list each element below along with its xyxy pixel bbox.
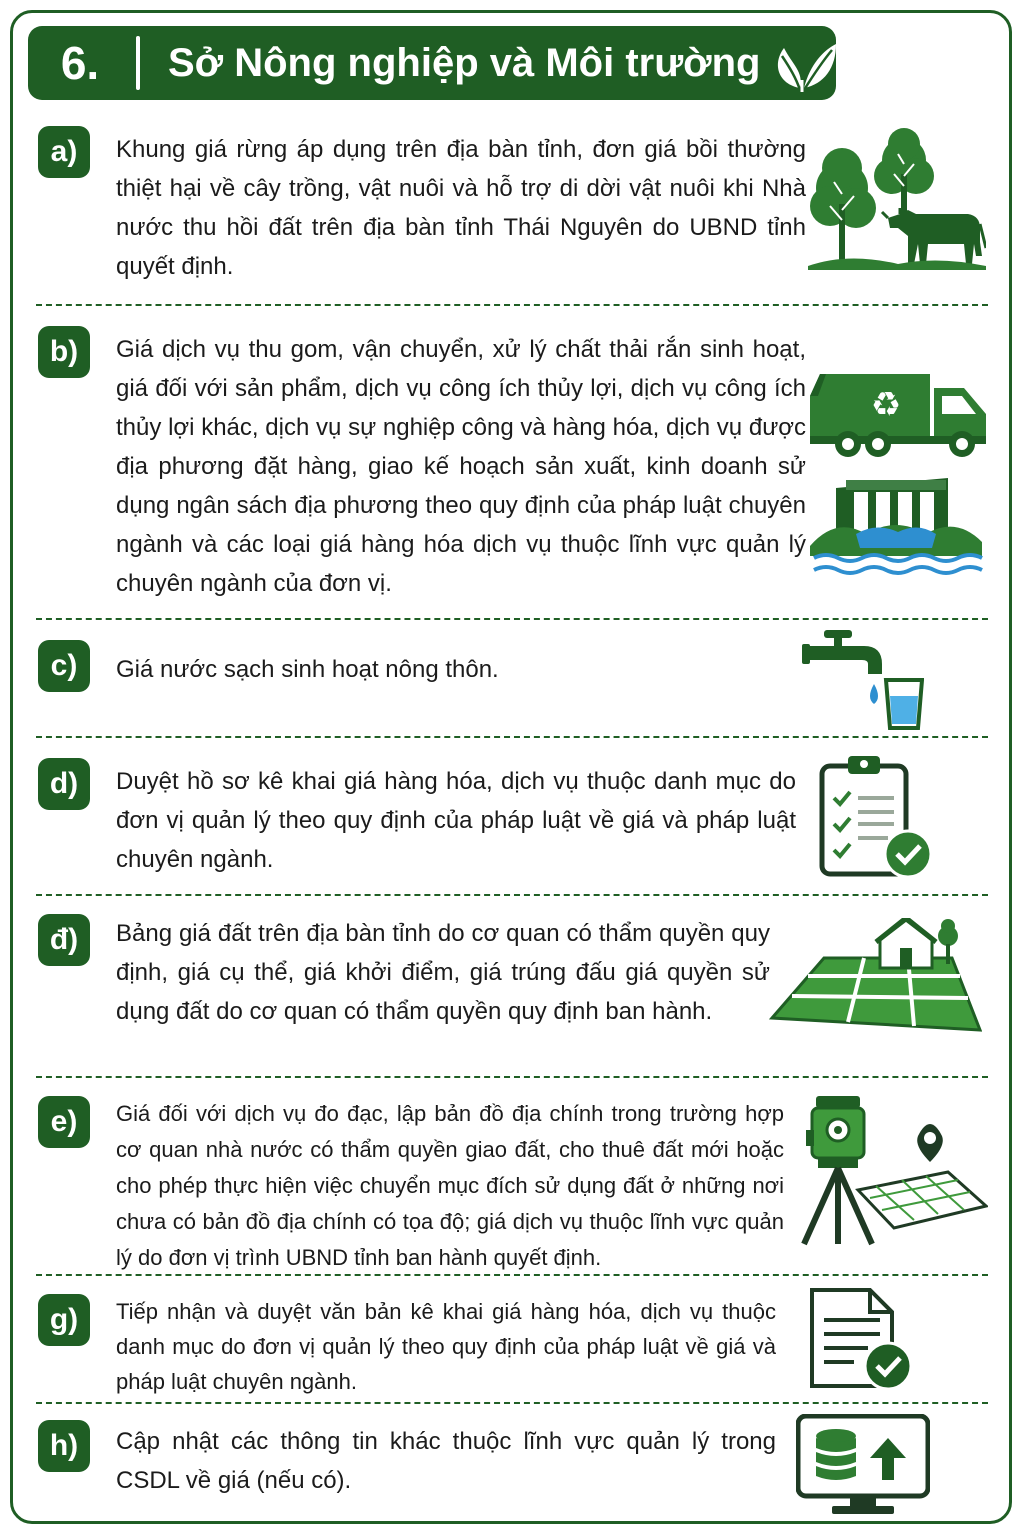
item-text: Khung giá rừng áp dụng trên địa bàn tỉnh, đơn giá bồi thường thiệt hại về cây trồng, vật nuôi và hỗ trợ di dời vật nuôi khi Nhà nước thu hồi đất trên địa bàn tỉnh Thái Nguyên do UBND tỉnh quyết định. [116, 136, 806, 280]
divider [36, 1402, 988, 1404]
land-plot-house-icon [768, 918, 982, 1034]
item-badge: đ) [38, 914, 90, 966]
divider [36, 304, 988, 306]
divider [36, 894, 988, 896]
item-text: Tiếp nhận và duyệt văn bản kê khai giá hàng hóa, dịch vụ thuộc danh mục do đơn vị quản lý theo quy định của pháp luật về giá và pháp luật chuyên ngành. [116, 1299, 776, 1394]
item-badge: c) [38, 640, 90, 692]
divider [36, 618, 988, 620]
item-text: Giá nước sạch sinh hoạt nông thôn. [116, 656, 499, 683]
item-text: Cập nhật các thông tin khác thuộc lĩnh vực quản lý trong CSDL về giá (nếu có). [116, 1428, 776, 1494]
divider [36, 736, 988, 738]
item-text: Giá dịch vụ thu gom, vận chuyển, xử lý chất thải rắn sinh hoạt, giá đối với sản phẩm, dịch vụ công ích thủy lợi, dịch vụ công ích thủy lợi khác, dịch vụ sự nghiệp công và hàng hóa, dịch vụ được địa phương đặt hàng, giao kế hoạch sản xuất, kinh doanh sử dụng ngân sách địa phương theo quy định của pháp luật chuyên ngành và các loại giá hàng hóa dịch vụ thuộc lĩnh vực quản lý chuyên ngành của đơn vị. [116, 336, 806, 597]
item-badge: a) [38, 126, 90, 178]
item-badge: b) [38, 326, 90, 378]
section-number: 6. [60, 37, 100, 89]
database-upload-icon [796, 1414, 930, 1516]
section-title: Sở Nông nghiệp và Môi trường [168, 41, 761, 85]
trees-cow-icon [808, 124, 986, 272]
item-text: Giá đối với dịch vụ đo đạc, lập bản đồ địa chính trong trường hợp cơ quan nhà nước có thẩm quyền giao đất, cho thuê đất mới hoặc cho phép thực hiện việc chuyển mục đích sử dụng đất ở những nơi chưa có bản đồ địa chính có tọa độ; giá dịch vụ thuộc lĩnh vực quản lý do đơn vị trình UBND tỉnh ban hành quyết định. [116, 1101, 784, 1270]
item-text: Duyệt hồ sơ kê khai giá hàng hóa, dịch vụ thuộc danh mục do đơn vị quản lý theo quy định của pháp luật về giá và pháp luật chuyên ngành. [116, 768, 796, 873]
section-header [28, 26, 836, 100]
item-badge: g) [38, 1294, 90, 1346]
survey-map-icon [798, 1090, 988, 1248]
document-check-icon [808, 1286, 914, 1392]
header-separator [136, 36, 140, 90]
garbage-truck-dam-icon [806, 366, 988, 578]
water-tap-icon [802, 628, 924, 732]
item-text: Bảng giá đất trên địa bàn tỉnh do cơ quan có thẩm quyền quy định, giá cụ thể, giá khởi điểm, giá trúng đấu giá quyền sử dụng đất do cơ quan có thẩm quyền quy định ban hành. [116, 920, 770, 1025]
svg-text:♻: ♻ [870, 385, 902, 425]
item-badge: d) [38, 758, 90, 810]
divider [36, 1076, 988, 1078]
divider [36, 1274, 988, 1276]
item-badge: h) [38, 1420, 90, 1472]
clipboard-check-icon [818, 754, 934, 880]
item-badge: e) [38, 1096, 90, 1148]
leaf-icon [770, 34, 838, 94]
